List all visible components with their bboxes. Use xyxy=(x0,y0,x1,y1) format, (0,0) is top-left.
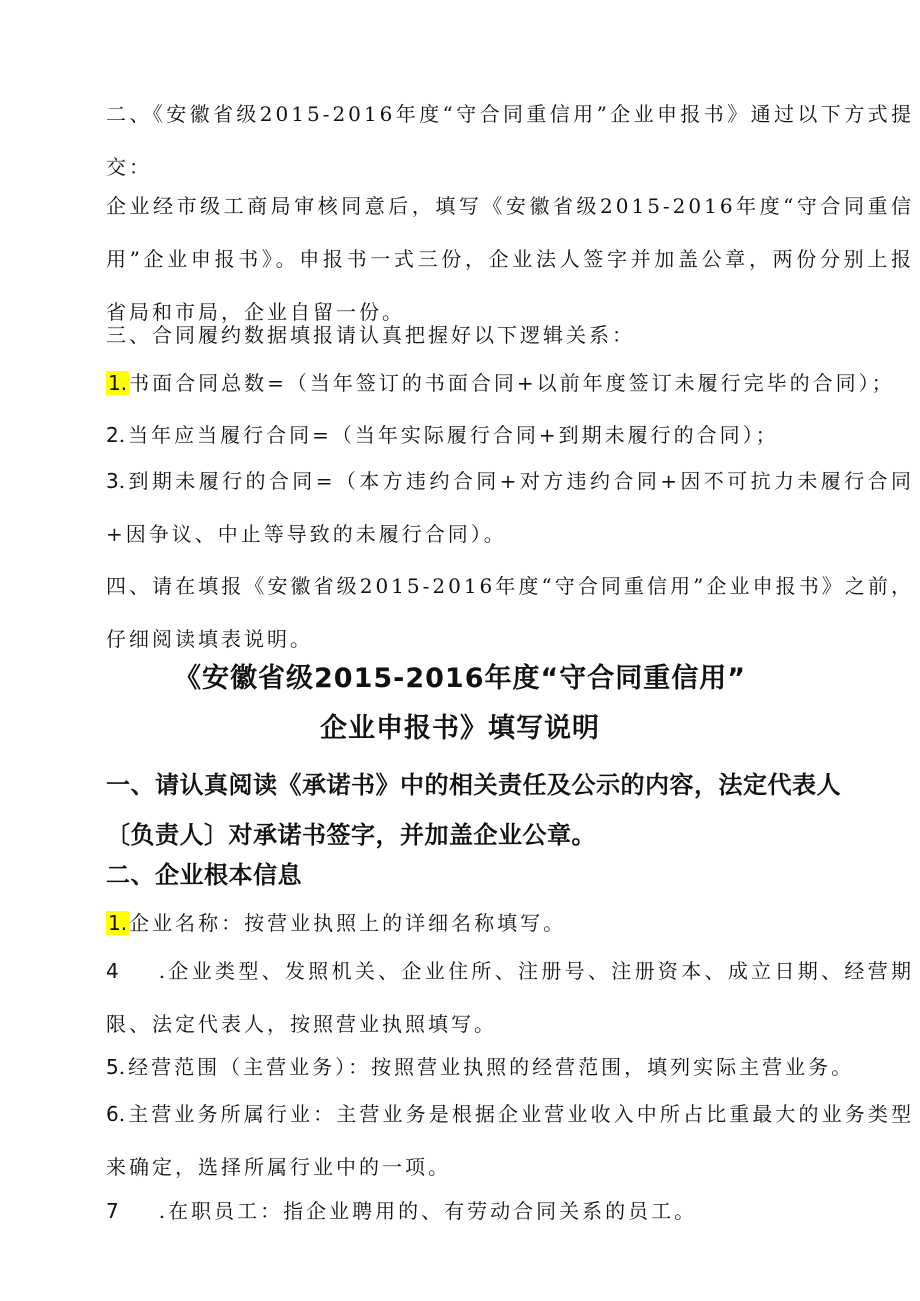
paragraph-logic-heading: 三、合同履约数据填报请认真把握好以下逻辑关系： xyxy=(106,323,635,347)
list-item-text: .企业类型、发照机关、企业住所、注册号、注册资本、成立日期、经营期限、法定代表人，按照营业执照填写。 xyxy=(106,959,914,1036)
list-number: 2 xyxy=(106,423,119,447)
list-item-unfulfilled-contracts xyxy=(58,455,914,561)
instruction-basic-info-heading: 二、企业根本信息 xyxy=(106,861,302,889)
list-item-company-name xyxy=(58,908,914,938)
list-number: 7 xyxy=(106,1199,119,1223)
paragraph-read-instructions: 四、请在填报《安徽省级2015-2016年度“守合同重信用”企业申报书》之前，仔细阅读填表说明。 xyxy=(106,574,914,651)
list-item-text: .经营范围（主营业务）：按照营业执照的经营范围，填列实际主营业务。 xyxy=(118,1055,855,1079)
list-item-business-scope xyxy=(58,1052,914,1082)
list-item-text: .到期未履行的合同=（本方违约合同+对方违约合同+因不可抗力未履行合同+因争议、中止等导致的未履行合同）。 xyxy=(106,469,914,546)
paragraph-submit-details: 企业经市级工商局审核同意后，填写《安徽省级2015-2016年度“守合同重信用”企业申报书》。申报书一式三份，企业法人签字并加盖公章，两份分别上报省局和市局，企业自留一份。 xyxy=(106,194,914,324)
instruction-commitment: 一、请认真阅读《承诺书》中的相关责任及公示的内容，法定代表人〔负责人〕对承诺书签字，并加盖企业公章。 xyxy=(106,771,841,849)
list-item-due-contracts xyxy=(58,420,914,450)
highlighted-number: 1. xyxy=(108,371,128,395)
instructions-title-line2: 企业申报书》填写说明 xyxy=(320,713,600,744)
list-item-total-contracts xyxy=(58,368,914,398)
list-item-text: 书面合同总数=（当年签订的书面合同+以前年度签订未履行完毕的合同）； xyxy=(129,371,895,395)
list-item-text: .当年应当履行合同=（当年实际履行合同+到期未履行的合同）； xyxy=(118,423,779,447)
list-item-company-type xyxy=(58,945,914,1051)
list-number: 3 xyxy=(106,469,119,493)
list-item-text: .主营业务所属行业：主营业务是根据企业营业收入中所占比重最大的业务类型来确定，选择所属行业中的一项。 xyxy=(106,1102,914,1179)
instructions-title-line1: 《安徽省级2015-2016年度“守合同重信用” xyxy=(174,663,746,694)
highlighted-number: 1. xyxy=(108,911,128,935)
list-number: 4 xyxy=(106,959,119,983)
list-number: 6 xyxy=(106,1102,119,1126)
list-item-industry xyxy=(58,1088,914,1194)
paragraph-submit-method: 二、《安徽省级2015-2016年度“守合同重信用”企业申报书》通过以下方式提交： xyxy=(106,102,914,179)
list-item-text: 企业名称：按营业执照上的详细名称填写。 xyxy=(129,911,567,935)
list-item-text: .在职员工：指企业聘用的、有劳动合同关系的员工。 xyxy=(158,1199,698,1223)
list-number: 5 xyxy=(106,1055,119,1079)
list-item-employees xyxy=(58,1196,914,1226)
